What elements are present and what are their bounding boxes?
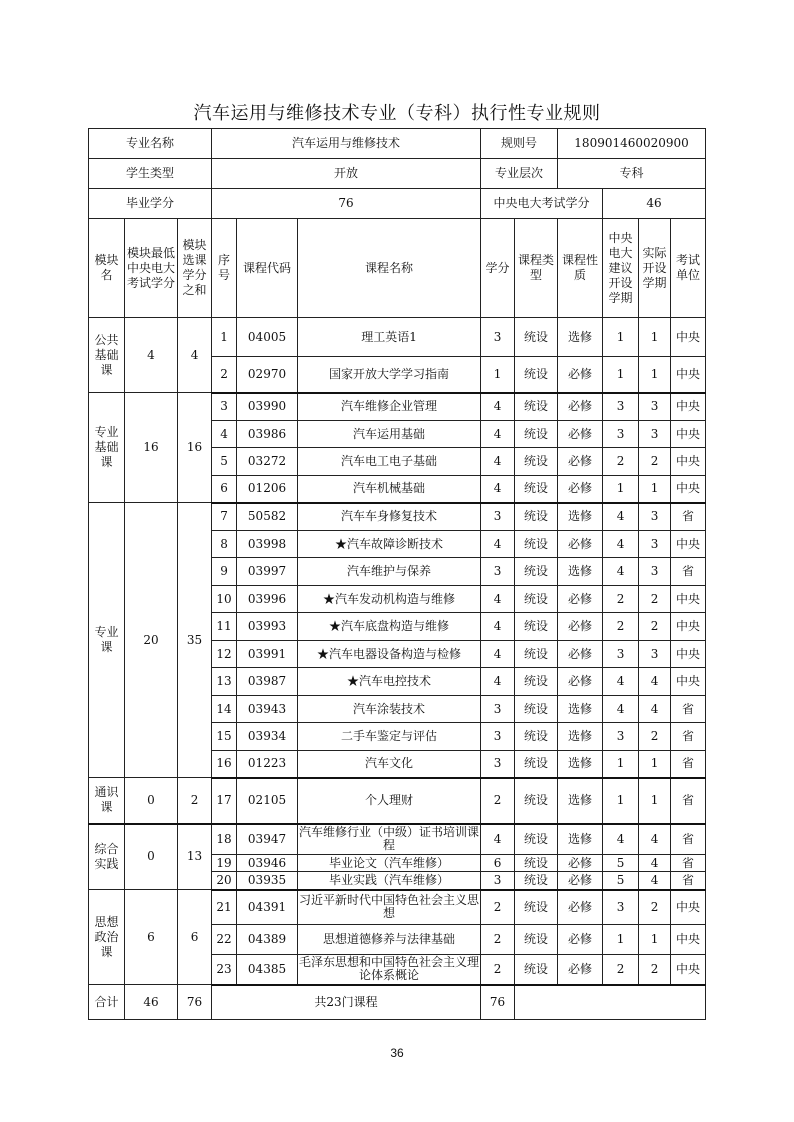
exam-unit: 省	[671, 558, 706, 586]
course-code: 03996	[237, 586, 298, 613]
course-name: 理工英语1	[298, 318, 481, 357]
course-type: 统设	[515, 668, 558, 696]
suggested-term: 1	[603, 751, 639, 778]
exam-unit: 中央	[671, 641, 706, 668]
course-code: 04005	[237, 318, 298, 357]
module-credit-sum: 4	[178, 318, 212, 393]
module-name: 思想政治课	[89, 890, 125, 985]
course-nature: 必修	[558, 890, 603, 925]
actual-term: 4	[639, 668, 671, 696]
course-nature: 必修	[558, 393, 603, 421]
column-header: 课程性质	[558, 219, 603, 318]
course-code: 04391	[237, 890, 298, 925]
actual-term: 4	[639, 855, 671, 872]
module-min-credit: 16	[125, 393, 178, 503]
course-nature: 选修	[558, 723, 603, 751]
module-min-credit: 6	[125, 890, 178, 985]
course-name: 汽车车身修复技术	[298, 503, 481, 531]
seq: 6	[212, 476, 237, 503]
info-row-type	[89, 159, 706, 189]
course-row	[89, 318, 706, 357]
course-type: 统设	[515, 696, 558, 723]
exam-unit: 中央	[671, 613, 706, 641]
course-type: 统设	[515, 855, 558, 872]
course-row	[89, 393, 706, 421]
suggested-term: 3	[603, 421, 639, 448]
course-name: ★汽车底盘构造与维修	[298, 613, 481, 641]
actual-term: 1	[639, 357, 671, 393]
exam-unit: 省	[671, 503, 706, 531]
course-name: 汽车运用基础	[298, 421, 481, 448]
course-code: 03991	[237, 641, 298, 668]
suggested-term: 2	[603, 613, 639, 641]
course-code: 50582	[237, 503, 298, 531]
suggested-term: 5	[603, 855, 639, 872]
course-code: 03934	[237, 723, 298, 751]
course-type: 统设	[515, 613, 558, 641]
suggested-term: 3	[603, 890, 639, 925]
credits: 2	[481, 925, 515, 955]
seq: 18	[212, 824, 237, 855]
seq: 13	[212, 668, 237, 696]
major-rules-table	[88, 128, 706, 1020]
actual-term: 3	[639, 558, 671, 586]
suggested-term: 4	[603, 668, 639, 696]
course-name: 思想道德修养与法律基础	[298, 925, 481, 955]
course-nature: 选修	[558, 558, 603, 586]
course-name: 汽车维护与保养	[298, 558, 481, 586]
column-header: 实际开设学期	[639, 219, 671, 318]
seq: 4	[212, 421, 237, 448]
course-name: ★汽车电控技术	[298, 668, 481, 696]
total-label: 合计	[89, 985, 125, 1020]
course-nature: 选修	[558, 503, 603, 531]
actual-term: 3	[639, 531, 671, 558]
credits: 3	[481, 696, 515, 723]
credits: 4	[481, 448, 515, 476]
course-name: ★汽车电器设备构造与检修	[298, 641, 481, 668]
course-code: 02970	[237, 357, 298, 393]
actual-term: 2	[639, 723, 671, 751]
column-header: 考试单位	[671, 219, 706, 318]
course-code: 03998	[237, 531, 298, 558]
course-nature: 选修	[558, 751, 603, 778]
credits: 3	[481, 558, 515, 586]
suggested-term: 4	[603, 503, 639, 531]
course-row	[89, 824, 706, 855]
credits: 3	[481, 723, 515, 751]
course-code: 03946	[237, 855, 298, 872]
exam-unit: 中央	[671, 421, 706, 448]
course-code: 01223	[237, 751, 298, 778]
seq: 2	[212, 357, 237, 393]
actual-term: 2	[639, 955, 671, 985]
major-name-label: 专业名称	[89, 129, 212, 159]
credits: 3	[481, 503, 515, 531]
seq: 9	[212, 558, 237, 586]
major-name-value: 汽车运用与维修技术	[212, 129, 481, 159]
credits: 4	[481, 824, 515, 855]
course-code: 03947	[237, 824, 298, 855]
module-credit-sum: 16	[178, 393, 212, 503]
course-type: 统设	[515, 872, 558, 890]
actual-term: 3	[639, 421, 671, 448]
course-name: 国家开放大学学习指南	[298, 357, 481, 393]
course-name: 汽车维修行业（中级）证书培训课程	[298, 824, 481, 855]
suggested-term: 4	[603, 531, 639, 558]
course-nature: 必修	[558, 641, 603, 668]
exam-unit: 中央	[671, 357, 706, 393]
course-name: ★汽车发动机构造与维修	[298, 586, 481, 613]
exam-unit: 中央	[671, 393, 706, 421]
course-code: 03987	[237, 668, 298, 696]
course-type: 统设	[515, 503, 558, 531]
seq: 5	[212, 448, 237, 476]
student-type-value: 开放	[212, 159, 481, 189]
course-name: 二手车鉴定与评估	[298, 723, 481, 751]
course-nature: 必修	[558, 448, 603, 476]
column-header: 学分	[481, 219, 515, 318]
course-type: 统设	[515, 421, 558, 448]
suggested-term: 3	[603, 641, 639, 668]
credits: 4	[481, 613, 515, 641]
grad-credit-value: 76	[212, 189, 481, 219]
course-type: 统设	[515, 318, 558, 357]
exam-unit: 中央	[671, 890, 706, 925]
module-name: 专业基础课	[89, 393, 125, 503]
suggested-term: 1	[603, 925, 639, 955]
suggested-term: 3	[603, 393, 639, 421]
seq: 19	[212, 855, 237, 872]
course-nature: 必修	[558, 613, 603, 641]
actual-term: 4	[639, 824, 671, 855]
credits: 4	[481, 668, 515, 696]
actual-term: 2	[639, 448, 671, 476]
course-nature: 必修	[558, 357, 603, 393]
course-name: ★汽车故障诊断技术	[298, 531, 481, 558]
column-header: 模块名	[89, 219, 125, 318]
seq: 14	[212, 696, 237, 723]
actual-term: 3	[639, 393, 671, 421]
course-type: 统设	[515, 778, 558, 824]
seq: 22	[212, 925, 237, 955]
course-name: 毕业实践（汽车维修）	[298, 872, 481, 890]
central-credit-value: 46	[603, 189, 706, 219]
course-type: 统设	[515, 955, 558, 985]
course-type: 统设	[515, 751, 558, 778]
module-credit-sum: 6	[178, 890, 212, 985]
course-nature: 必修	[558, 855, 603, 872]
exam-unit: 省	[671, 872, 706, 890]
actual-term: 1	[639, 751, 671, 778]
suggested-term: 4	[603, 696, 639, 723]
course-row	[89, 890, 706, 925]
suggested-term: 4	[603, 824, 639, 855]
course-nature: 必修	[558, 586, 603, 613]
course-code: 03997	[237, 558, 298, 586]
total-courses: 共23门课程	[212, 985, 481, 1020]
document-title: 汽车运用与维修技术专业（专科）执行性专业规则	[193, 103, 601, 124]
seq: 3	[212, 393, 237, 421]
total-empty	[515, 985, 706, 1020]
course-type: 统设	[515, 723, 558, 751]
module-credit-sum: 13	[178, 824, 212, 890]
module-credit-sum: 35	[178, 503, 212, 778]
course-name: 汽车涂装技术	[298, 696, 481, 723]
module-min-credit: 4	[125, 318, 178, 393]
exam-unit: 中央	[671, 668, 706, 696]
course-type: 统设	[515, 890, 558, 925]
total-credits: 76	[481, 985, 515, 1020]
column-header: 课程代码	[237, 219, 298, 318]
total-min-credit: 46	[125, 985, 178, 1020]
suggested-term: 2	[603, 955, 639, 985]
course-code: 03986	[237, 421, 298, 448]
suggested-term: 1	[603, 476, 639, 503]
actual-term: 2	[639, 586, 671, 613]
credits: 1	[481, 357, 515, 393]
course-row	[89, 503, 706, 531]
grad-credit-label: 毕业学分	[89, 189, 212, 219]
exam-unit: 中央	[671, 925, 706, 955]
seq: 11	[212, 613, 237, 641]
exam-unit: 中央	[671, 318, 706, 357]
level-value: 专科	[558, 159, 706, 189]
actual-term: 3	[639, 641, 671, 668]
course-name: 习近平新时代中国特色社会主义思想	[298, 890, 481, 925]
course-name: 汽车机械基础	[298, 476, 481, 503]
credits: 4	[481, 421, 515, 448]
exam-unit: 中央	[671, 955, 706, 985]
module-credit-sum: 2	[178, 778, 212, 824]
seq: 12	[212, 641, 237, 668]
total-credit-sum: 76	[178, 985, 212, 1020]
course-type: 统设	[515, 476, 558, 503]
credits: 4	[481, 476, 515, 503]
course-nature: 必修	[558, 421, 603, 448]
course-code: 03943	[237, 696, 298, 723]
column-header: 模块最低中央电大考试学分	[125, 219, 178, 318]
exam-unit: 中央	[671, 448, 706, 476]
exam-unit: 中央	[671, 586, 706, 613]
page-number: 36	[390, 1046, 404, 1060]
module-name: 通识课	[89, 778, 125, 824]
course-nature: 选修	[558, 696, 603, 723]
course-name: 汽车电工电子基础	[298, 448, 481, 476]
course-nature: 必修	[558, 668, 603, 696]
course-nature: 必修	[558, 872, 603, 890]
course-code: 03935	[237, 872, 298, 890]
module-min-credit: 0	[125, 824, 178, 890]
credits: 2	[481, 955, 515, 985]
course-type: 统设	[515, 357, 558, 393]
column-header: 中央电大建议开设学期	[603, 219, 639, 318]
exam-unit: 省	[671, 855, 706, 872]
actual-term: 1	[639, 318, 671, 357]
seq: 23	[212, 955, 237, 985]
actual-term: 2	[639, 613, 671, 641]
exam-unit: 中央	[671, 476, 706, 503]
credits: 2	[481, 778, 515, 824]
column-header: 课程名称	[298, 219, 481, 318]
credits: 2	[481, 890, 515, 925]
level-label: 专业层次	[481, 159, 558, 189]
suggested-term: 2	[603, 586, 639, 613]
rule-no-label: 规则号	[481, 129, 558, 159]
exam-unit: 省	[671, 751, 706, 778]
course-nature: 选修	[558, 778, 603, 824]
info-row-credits	[89, 189, 706, 219]
actual-term: 1	[639, 925, 671, 955]
total-row	[89, 985, 706, 1020]
credits: 4	[481, 531, 515, 558]
actual-term: 1	[639, 476, 671, 503]
course-type: 统设	[515, 448, 558, 476]
info-row-major	[89, 129, 706, 159]
credits: 4	[481, 641, 515, 668]
actual-term: 2	[639, 890, 671, 925]
course-row	[89, 778, 706, 824]
course-name: 毛泽东思想和中国特色社会主义理论体系概论	[298, 955, 481, 985]
module-name: 公共基础课	[89, 318, 125, 393]
credits: 4	[481, 586, 515, 613]
course-code: 04385	[237, 955, 298, 985]
student-type-label: 学生类型	[89, 159, 212, 189]
course-type: 统设	[515, 393, 558, 421]
course-code: 02105	[237, 778, 298, 824]
column-header: 模块选课学分之和	[178, 219, 212, 318]
course-type: 统设	[515, 641, 558, 668]
suggested-term: 5	[603, 872, 639, 890]
actual-term: 4	[639, 872, 671, 890]
suggested-term: 3	[603, 723, 639, 751]
module-min-credit: 0	[125, 778, 178, 824]
credits: 6	[481, 855, 515, 872]
course-name: 汽车维修企业管理	[298, 393, 481, 421]
seq: 21	[212, 890, 237, 925]
seq: 7	[212, 503, 237, 531]
course-nature: 选修	[558, 318, 603, 357]
column-header-row	[89, 219, 706, 318]
course-code: 03990	[237, 393, 298, 421]
course-type: 统设	[515, 824, 558, 855]
course-type: 统设	[515, 531, 558, 558]
seq: 16	[212, 751, 237, 778]
course-nature: 必修	[558, 925, 603, 955]
suggested-term: 1	[603, 778, 639, 824]
course-code: 03993	[237, 613, 298, 641]
course-type: 统设	[515, 586, 558, 613]
actual-term: 1	[639, 778, 671, 824]
credits: 3	[481, 872, 515, 890]
exam-unit: 省	[671, 696, 706, 723]
seq: 15	[212, 723, 237, 751]
rule-no-value: 180901460020900	[558, 129, 706, 159]
course-name: 汽车文化	[298, 751, 481, 778]
course-code: 01206	[237, 476, 298, 503]
course-nature: 选修	[558, 824, 603, 855]
suggested-term: 1	[603, 357, 639, 393]
course-type: 统设	[515, 558, 558, 586]
seq: 20	[212, 872, 237, 890]
column-header: 序号	[212, 219, 237, 318]
actual-term: 4	[639, 696, 671, 723]
course-code: 04389	[237, 925, 298, 955]
course-name: 毕业论文（汽车维修）	[298, 855, 481, 872]
suggested-term: 2	[603, 448, 639, 476]
course-code: 03272	[237, 448, 298, 476]
exam-unit: 省	[671, 778, 706, 824]
exam-unit: 中央	[671, 531, 706, 558]
exam-unit: 省	[671, 824, 706, 855]
course-type: 统设	[515, 925, 558, 955]
credits: 3	[481, 318, 515, 357]
course-nature: 必修	[558, 531, 603, 558]
seq: 10	[212, 586, 237, 613]
column-header: 课程类型	[515, 219, 558, 318]
seq: 17	[212, 778, 237, 824]
seq: 1	[212, 318, 237, 357]
course-name: 个人理财	[298, 778, 481, 824]
suggested-term: 1	[603, 318, 639, 357]
exam-unit: 省	[671, 723, 706, 751]
suggested-term: 4	[603, 558, 639, 586]
credits: 4	[481, 393, 515, 421]
actual-term: 3	[639, 503, 671, 531]
module-name: 专业课	[89, 503, 125, 778]
central-credit-label: 中央电大考试学分	[481, 189, 603, 219]
module-min-credit: 20	[125, 503, 178, 778]
credits: 3	[481, 751, 515, 778]
course-nature: 必修	[558, 476, 603, 503]
module-name: 综合实践	[89, 824, 125, 890]
course-nature: 必修	[558, 955, 603, 985]
seq: 8	[212, 531, 237, 558]
